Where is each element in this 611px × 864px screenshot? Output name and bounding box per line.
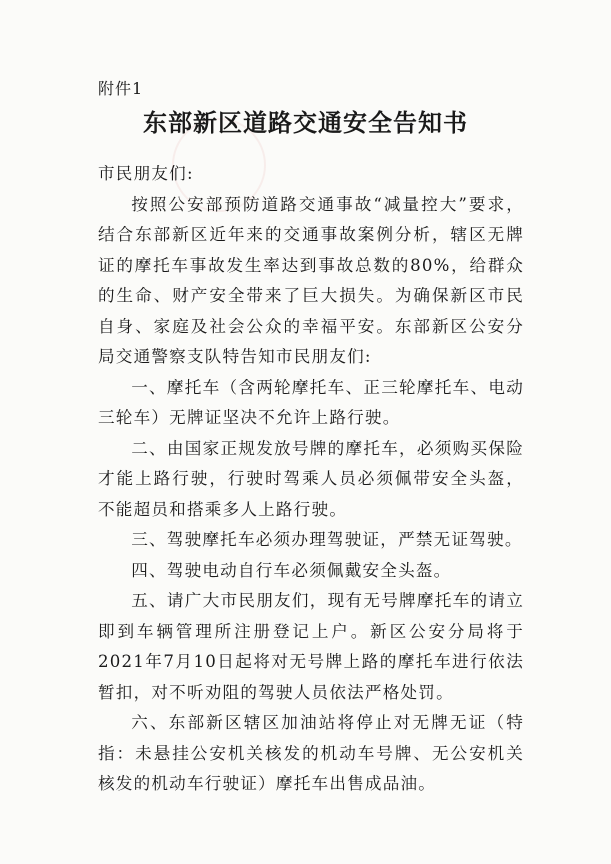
paragraph-item-2: 二、由国家正规发放号牌的摩托车，必须购买保险才能上路行驶，行驶时驾乘人员必须佩带安全头盔，不能超员和搭乘多人上路行驶。 [98, 438, 524, 519]
paragraph-intro: 按照公安部预防道路交通事故“减量控大”要求，结合东部新区近年来的交通事故案例分析，辖区无牌证的摩托车事故发生率达到事故总数的80%，给群众的生命、财产安全带来了巨大损失。为确保新区市民自身、家庭及社会公众的幸福平安。东部新区公安分局交通警察支队特告知市民朋友们: [98, 194, 524, 366]
attachment-label: 附件1 [98, 79, 144, 98]
document-title: 东部新区道路交通安全告知书 [143, 108, 468, 137]
paragraph-item-6: 六、东部新区辖区加油站将停止对无牌无证（特指：未悬挂公安机关核发的机动车号牌、无公安机关核发的机动车行驶证）摩托车出售成品油。 [98, 713, 524, 793]
paragraph-item-3: 三、驾驶摩托车必须办理驾驶证，严禁无证驾驶。 [131, 530, 523, 549]
paragraph-item-4: 四、驾驶电动自行车必须佩戴安全头盔。 [131, 560, 452, 580]
paragraph-item-1: 一、摩托车（含两轮摩托车、正三轮摩托车、电动三轮车）无牌证坚决不允许上路行驶。 [98, 377, 524, 427]
document-body [98, 159, 524, 800]
salutation: 市民朋友们: [98, 164, 194, 183]
paragraph-item-5: 五、请广大市民朋友们，现有无号牌摩托车的请立即到车辆管理所注册登记上户。新区公安分局将于2021年7月10日起将对无号牌上路的摩托车进行依法暂扣，对不听劝阻的驾驶人员依法严格处罚。 [98, 591, 524, 702]
